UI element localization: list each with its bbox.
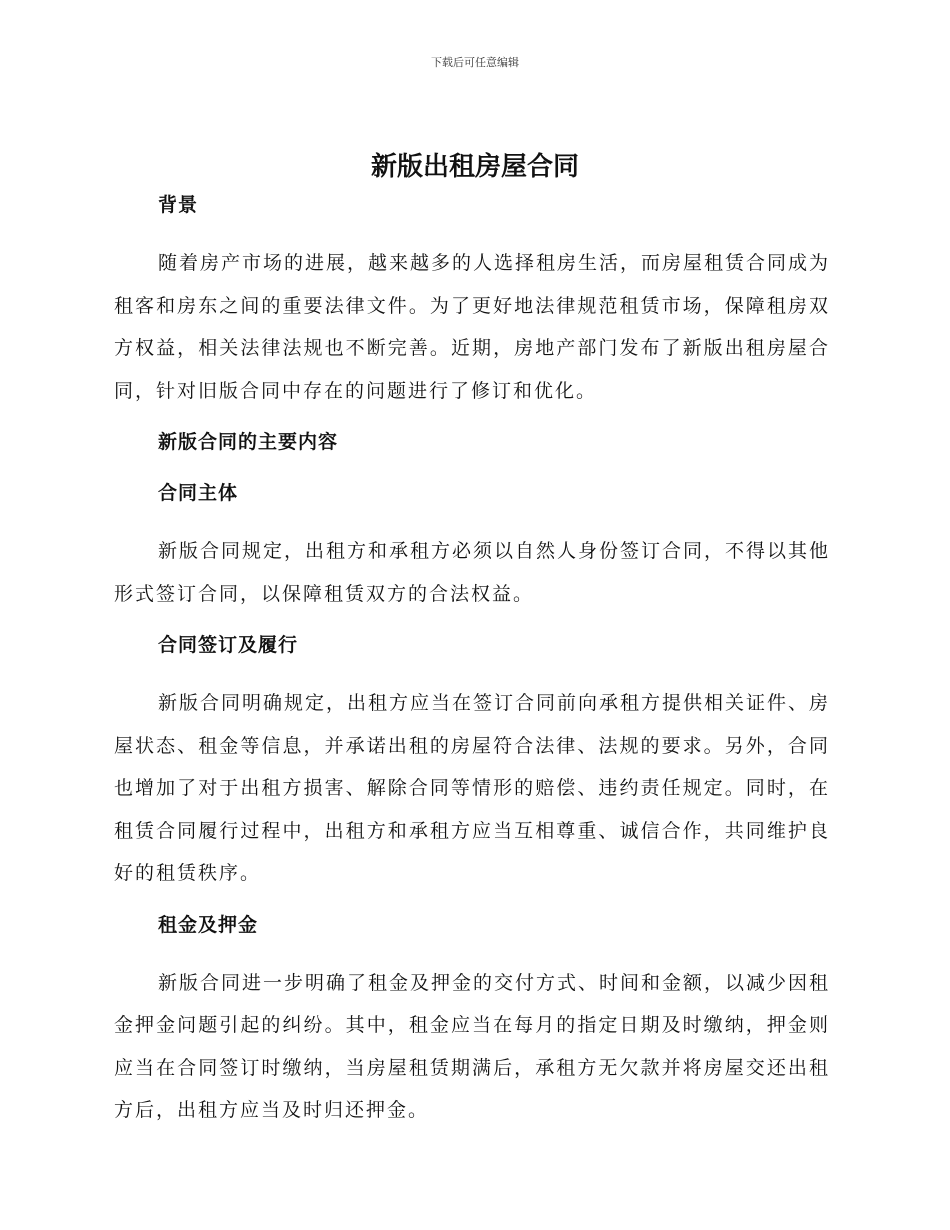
section-heading-signing-performance: 合同签订及履行	[158, 634, 299, 656]
paragraph-background: 随着房产市场的进展，越来越多的人选择租房生活，而房屋租赁合同成为租客和房东之间的重要法律文件。为了更好地法律规范租赁市场，保障租房双方权益，相关法律法规也不断完善。近期，房地产部门发布了新版出租房屋合同，针对旧版合同中存在的问题进行了修订和优化。	[114, 252, 831, 402]
section-heading-background: 背景	[158, 194, 199, 216]
paragraph-contract-subject: 新版合同规定，出租方和承租方必须以自然人身份签订合同，不得以其他形式签订合同，以保障租赁双方的合法权益。	[114, 540, 831, 605]
document-body	[114, 190, 830, 1132]
section-heading-contract-subject: 合同主体	[158, 482, 239, 504]
paragraph-signing-performance: 新版合同明确规定，出租方应当在签订合同前向承租方提供相关证件、房屋状态、租金等信息，并承诺出租的房屋符合法律、法规的要求。另外，合同也增加了对于出租方损害、解除合同等情形的赔偿、违约责任规定。同时，在租赁合同履行过程中，出租方和承租方应当互相尊重、诚信合作，共同维护良好的租赁秩序。	[114, 692, 831, 884]
section-heading-rent-deposit: 租金及押金	[158, 913, 259, 936]
header-note: 下载后可任意编辑	[431, 56, 519, 69]
section-heading-main-content: 新版合同的主要内容	[158, 431, 339, 453]
document-title: 新版出租房屋合同	[370, 152, 579, 182]
paragraph-rent-deposit: 新版合同进一步明确了租金及押金的交付方式、时间和金额，以减少因租金押金问题引起的纠纷。其中，租金应当在每月的指定日期及时缴纳，押金则应当在合同签订时缴纳，当房屋租赁期满后，承租方无欠款并将房屋交还出租方后，出租方应当及时归还押金。	[114, 971, 831, 1121]
